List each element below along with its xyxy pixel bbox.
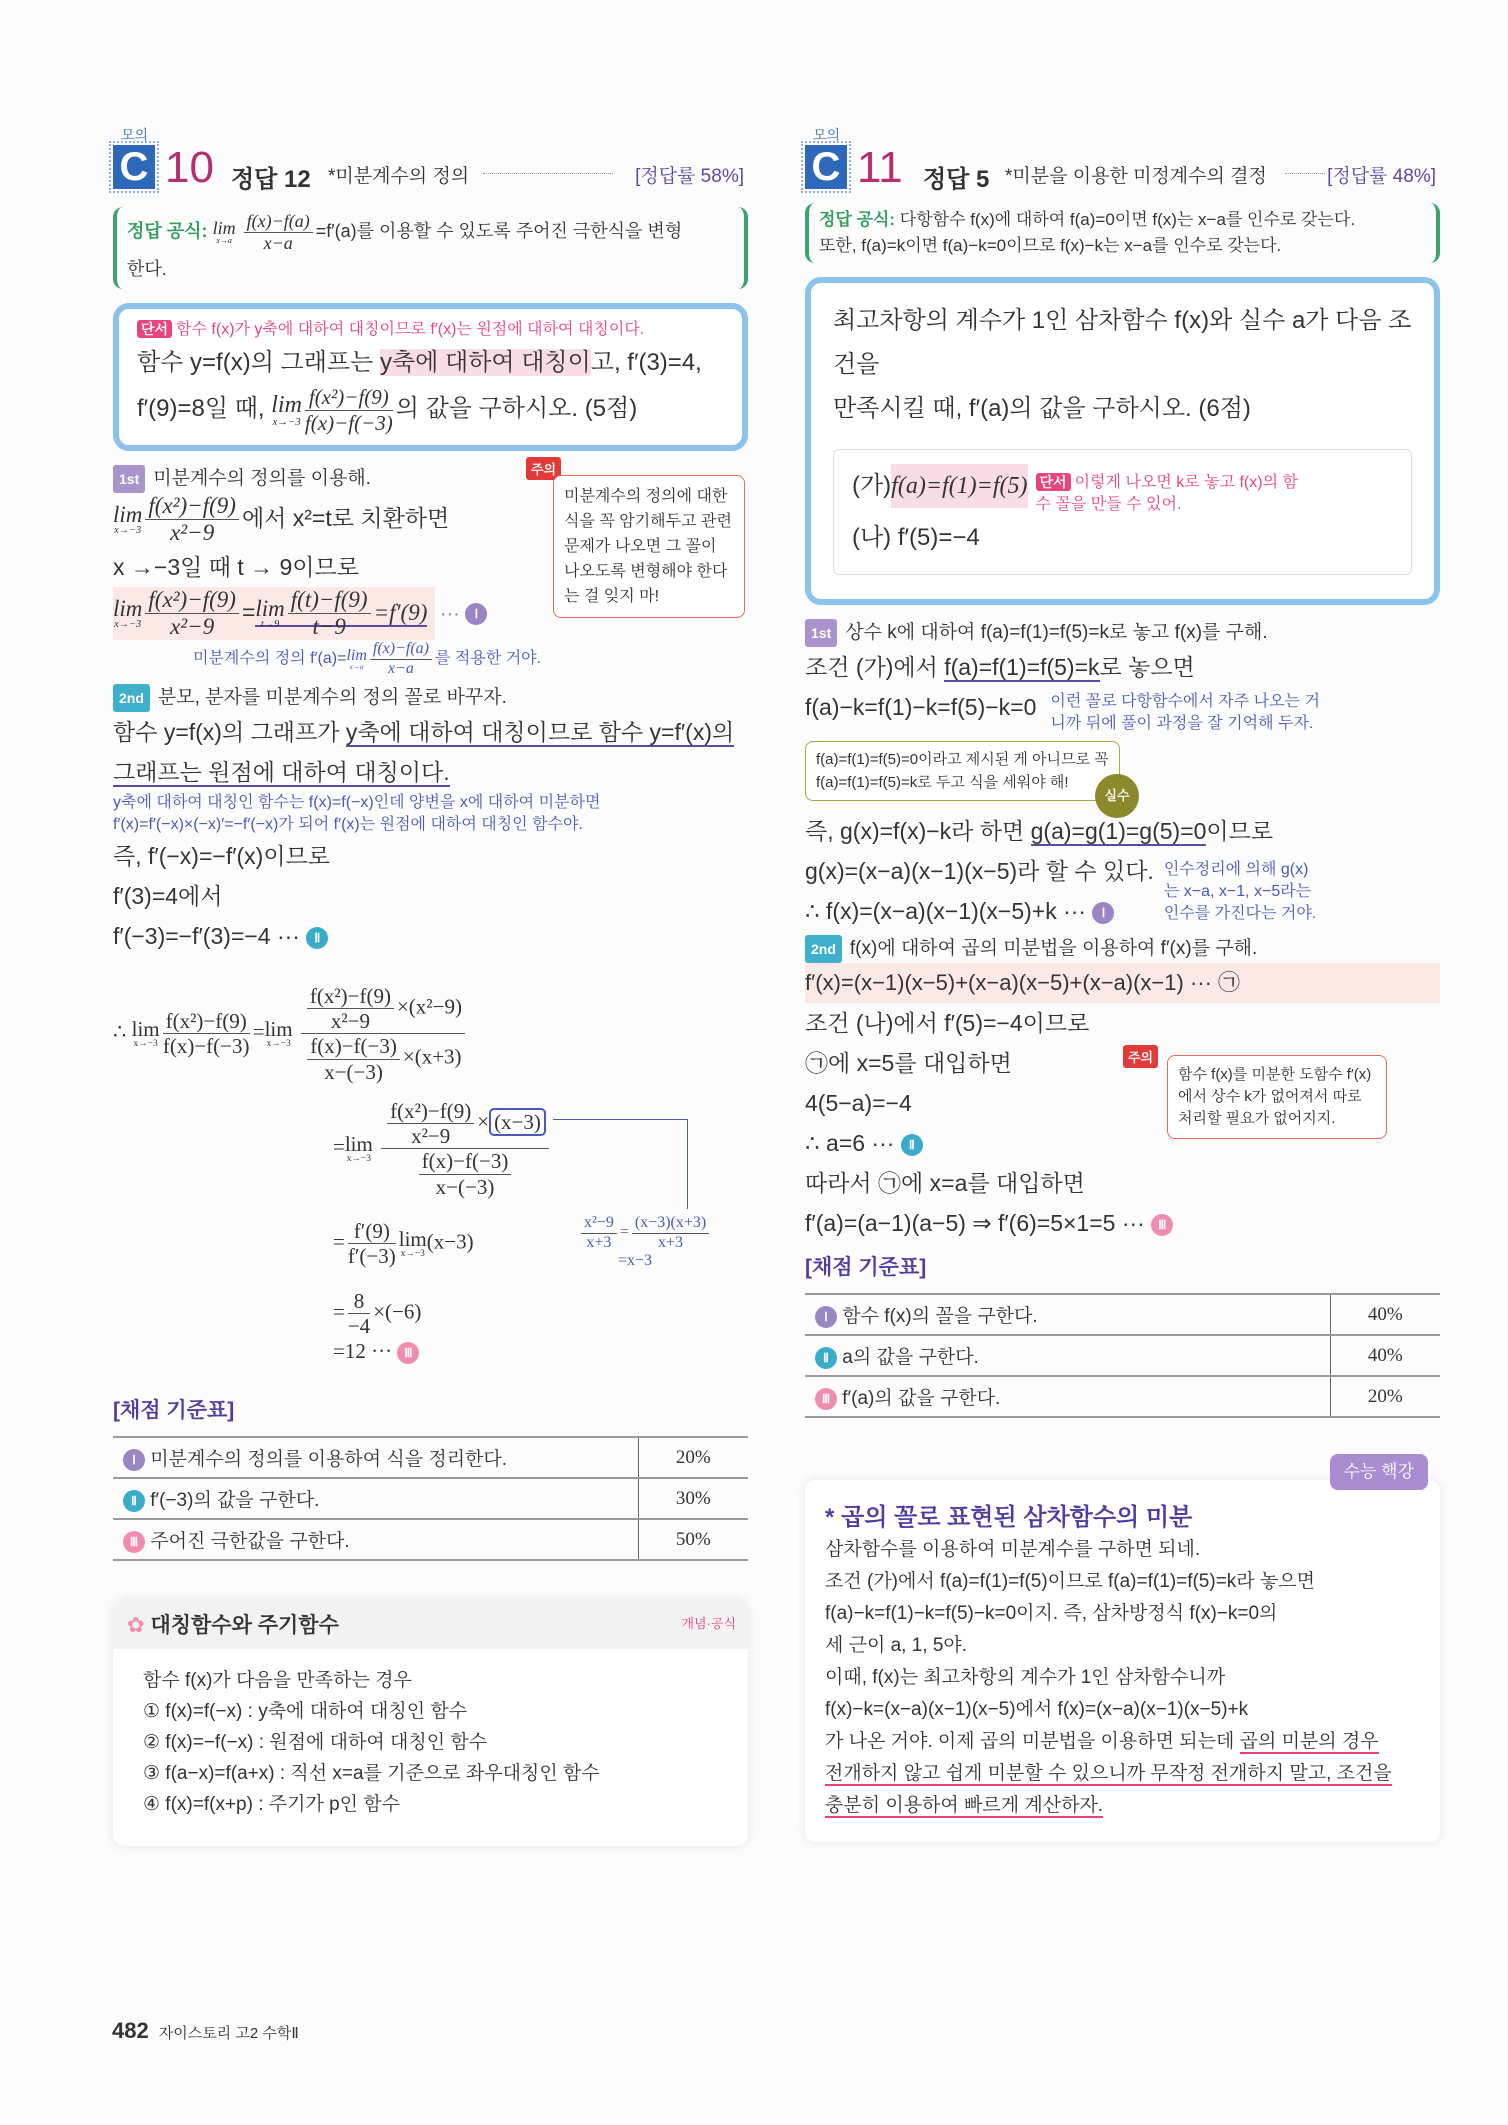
denominator: x²−9 — [170, 613, 215, 639]
step-badge: 1st — [805, 619, 837, 647]
answer: 정답 12 — [231, 166, 311, 193]
problem-text: 고, f′(3)=4, — [590, 349, 702, 377]
concept-title: 대칭함수와 주기함수 — [150, 1614, 339, 1638]
question-header — [113, 125, 748, 195]
lim: lim — [255, 595, 285, 621]
lim: lim — [344, 1131, 373, 1156]
note-text: y축에 대하여 대칭인 함수는 f(x)=f(−x)인데 양변을 x에 대하여 미분하면 — [113, 794, 601, 812]
step-1 — [805, 619, 1440, 931]
lim-sub: x→−3 — [346, 1153, 371, 1164]
numerator: (x−3)(x+3) — [632, 1214, 709, 1233]
mark-3-icon: Ⅲ — [1151, 1214, 1173, 1236]
formula-label: 정답 공식: — [819, 210, 896, 229]
factor: × — [477, 1109, 490, 1134]
solution-text: ∴ a=6 ··· — [805, 1130, 895, 1156]
core-title: * 곱의 꼴로 표현된 삼차함수의 미분 — [825, 1504, 1193, 1531]
solution-text: 이므로 — [1206, 818, 1274, 844]
formula-text: 다항함수 f(x)에 대하여 f(a)=0이면 f(x)는 x−a를 인수로 갖는다. — [895, 210, 1356, 229]
underlined-text: 곱의 미분의 경우 — [1239, 1731, 1379, 1752]
table-row — [113, 1437, 748, 1478]
limit — [271, 393, 302, 428]
percent: 20% — [638, 1437, 748, 1478]
correct-rate: [정답률 58%] — [635, 166, 744, 187]
core-tag: 수능 핵강 — [1330, 1454, 1428, 1490]
arrow-connector — [553, 1119, 688, 1209]
mark-2-icon: Ⅱ — [815, 1347, 837, 1369]
step-title: 미분계수의 정의를 이용해. — [153, 467, 371, 489]
derivation — [113, 964, 748, 1364]
denominator: x−(−3) — [324, 1059, 383, 1084]
note-text: 인수정리에 의해 g(x)는 x−a, x−1, x−5라는 인수를 가진다는 거야. — [1163, 861, 1317, 922]
denominator: x−(−3) — [435, 1174, 495, 1199]
dots: ··· — [439, 602, 460, 625]
step-badge: 2nd — [113, 684, 150, 712]
underlined-text: 충분히 이용하여 빠르게 계산하자. — [825, 1795, 1104, 1816]
caution-tag: 주의 — [1123, 1045, 1158, 1068]
factor: ×(x²−9) — [396, 994, 462, 1019]
problem-text: 만족시킬 때, f′(a)의 값을 구하시오. (6점) — [833, 395, 1251, 422]
core-line: f(a)−k=f(1)−k=f(5)−k=0이지. 즉, 삼차방정식 f(x)−k=0의 — [825, 1603, 1278, 1624]
lim: lim — [131, 1016, 160, 1041]
numerator: f(x²)−f(9) — [145, 587, 239, 614]
grading-title: [채점 기준표] — [113, 1399, 235, 1423]
correct-rate: [정답률 48%] — [1327, 166, 1436, 187]
note-text: 이런 꼴로 다항함수에서 자주 나오는 거니까 뒤에 풀이 과정을 잘 기억해 두자. — [1050, 693, 1320, 732]
result: =f′(9) — [373, 599, 428, 625]
denominator: x−a — [387, 659, 414, 677]
grading-title: [채점 기준표] — [805, 1256, 927, 1279]
lim-sub: x→−3 — [266, 1038, 291, 1049]
table-row — [805, 1376, 1440, 1417]
underlined-text: 전개하지 않고 쉽게 미분할 수 있으니까 무작정 전개하지 말고, 조건을 — [825, 1763, 1392, 1784]
equals: = — [333, 1299, 345, 1324]
criterion: 미분계수의 정의를 이용하여 식을 정리한다. — [150, 1449, 508, 1471]
lim: lim — [346, 646, 367, 664]
flower-icon: ✿ — [127, 1614, 145, 1638]
step-title: 분모, 분자를 미분계수의 정의 꼴로 바꾸자. — [157, 687, 507, 709]
core-line: 세 근이 a, 1, 5야. — [825, 1635, 968, 1656]
clue-tag: 단서 — [1036, 473, 1071, 491]
core-lecture-box — [805, 1462, 1440, 1842]
solution-text: f′(a)=(a−1)(a−5) ⇒ f′(6)=5×1=5 ··· — [805, 1210, 1145, 1236]
difficulty-badge: C — [113, 145, 155, 189]
leader-dots — [1285, 173, 1325, 174]
note-text: 미분계수의 정의 f′(a)= — [193, 650, 347, 668]
underlined-text: y축에 대하여 대칭이므로 함수 y=f′(x)의 — [345, 719, 735, 746]
percent: 40% — [1330, 1294, 1440, 1335]
lim-sub: x→a — [349, 662, 364, 671]
criterion: f′(a)의 값을 구한다. — [842, 1388, 1001, 1409]
step-2 — [113, 684, 748, 956]
percent: 40% — [1330, 1335, 1440, 1376]
concept-item: ③ f(a−x)=f(a+x) : 직선 x=a를 기준으로 좌우대칭인 함수 — [143, 1763, 600, 1785]
mistake-note — [805, 741, 1130, 803]
lim-sub: x→−3 — [400, 1248, 425, 1259]
lim: lim — [113, 595, 143, 621]
grading-table — [113, 1436, 748, 1561]
step-badge: 1st — [113, 465, 145, 493]
boxed-factor: (x−3) — [489, 1108, 546, 1136]
underlined-text: g(a)=g(1)=g(5)=0 — [1030, 818, 1207, 844]
core-line: 가 나온 거야. 이제 곱의 미분법을 이용하면 되는데 — [825, 1731, 1240, 1752]
final-result: =12 ··· — [333, 1339, 393, 1364]
core-line: 조건 (가)에서 f(a)=f(1)=f(5)이므로 f(a)=f(1)=f(5)=k라 놓으면 — [825, 1571, 1315, 1592]
fraction — [305, 385, 393, 434]
caution-note: 미분계수의 정의에 대한 식을 꼭 암기해두고 관련 문제가 나오면 그 꼴이 나오도록 변형해야 한다는 걸 잊지 마! — [553, 475, 745, 618]
problem-text: 최고차항의 계수가 1인 삼차함수 f(x)와 실수 a가 다음 조건을 — [833, 307, 1412, 378]
concept-item: ① f(x)=f(−x) : y축에 대하여 대칭인 함수 — [143, 1701, 468, 1723]
numerator: f(x)−f(−3) — [419, 1149, 512, 1174]
caution-tag: 주의 — [526, 457, 561, 480]
mark-3-icon: Ⅲ — [397, 1342, 419, 1364]
solution-text: 조건 (가)에서 — [805, 654, 945, 680]
step-2 — [805, 935, 1440, 1243]
question-number: 11 — [857, 143, 903, 192]
concept-item: ② f(x)=−f(−x) : 원점에 대하여 대칭인 함수 — [143, 1732, 488, 1754]
mark-2-icon: Ⅱ — [123, 1490, 145, 1512]
grading-table — [805, 1293, 1440, 1418]
lim-sub: x→−3 — [272, 415, 301, 428]
book-title: 자이스토리 고2 수학Ⅱ — [158, 2025, 299, 2042]
formula-text-2: 또한, f(a)=k이면 f(a)−k=0이므로 f(x)−k는 x−a를 인수로 갖는다. — [819, 236, 1282, 255]
denominator: f(x)−f(−3) — [162, 1034, 250, 1059]
denominator: x²−9 — [170, 520, 215, 546]
lim-sub: x→a — [216, 236, 232, 246]
concept-intro: 함수 f(x)가 다음을 만족하는 경우 — [143, 1670, 412, 1692]
denominator: x²−9 — [330, 1009, 370, 1034]
question-header — [805, 125, 1440, 195]
condition-label: (가) — [852, 472, 892, 499]
mark-2-icon: Ⅱ — [901, 1134, 923, 1156]
solution-text: 함수 y=f(x)의 그래프가 — [113, 719, 346, 746]
therefore: ∴ — [113, 1019, 127, 1044]
numerator: f(x²)−f(9) — [387, 1099, 474, 1124]
denominator: x+3 — [658, 1233, 684, 1251]
underlined-text: 그래프는 원점에 대하여 대칭이다. — [113, 759, 450, 786]
caution-note: 함수 f(x)를 미분한 도함수 f′(x)에서 상수 k가 없어져서 따로 처리할 필요가 없어지지. — [1167, 1055, 1387, 1139]
numerator: f(t)−f(9) — [288, 587, 371, 614]
highlighted-text: y축에 대하여 대칭이 — [379, 349, 591, 377]
percent: 30% — [638, 1478, 748, 1519]
note-text: 를 적용한 거야. — [435, 650, 542, 668]
lim-sub: x→−3 — [114, 524, 142, 536]
core-line: 삼차함수를 이용하여 미분계수를 구하면 되네. — [825, 1539, 1201, 1560]
solution-text: 따라서 ㉠에 x=a를 대입하면 — [805, 1170, 1085, 1196]
step-1: 1st 미분계수의 정의를 이용해. lim x→−3 $\frac{\text{f(x²)−f(9)}}{\text{x²−9}}$ 에서 x²=t로 치환하면 x →−3일 때 t → 9이므로 lim x→−3 $\frac{\text{f(x²)−f(9)}}{\text{x²−9}}$ = lim t→9 $\frac{f(t)-f(9)}{t-9}$ =f′(9) ··· Ⅰ 미분계수의 정의 f′(a)= lim x→a $\frac{f(x)-f(a)}{x-a}$ 를 적용한 거야. 주의 미분계수의 정의에 대한 식을 꼭 암기해두고 관련 문제가 나오면 그 꼴이 나오도록 변형해야 한다는 걸 잊지 마! — [113, 465, 748, 679]
solution-text: 에서 x²=t로 치환하면 — [241, 504, 450, 531]
problem-box — [805, 277, 1440, 605]
denominator: −4 — [347, 1314, 371, 1339]
criterion: 함수 f(x)의 꼴을 구한다. — [842, 1306, 1038, 1327]
mark-3-icon: Ⅲ — [815, 1388, 837, 1410]
problem-text: 의 값을 구하시오. (5점) — [395, 395, 638, 423]
problem-text: 함수 y=f(x)의 그래프는 — [137, 349, 380, 377]
leader-dots — [483, 173, 613, 174]
solution-text: 즉, f′(−x)=−f′(x)이므로 — [113, 843, 330, 870]
page-number: 482 — [112, 2018, 149, 2043]
condition-b: (나) f′(5)=−4 — [852, 524, 980, 551]
solution-text: f′(−3)=−f′(3)=−4 ··· — [113, 923, 300, 950]
denominator: t−9 — [312, 613, 346, 639]
solution-text: x →−3일 때 t → 9이므로 — [113, 553, 359, 580]
solution-text: g(x)=(x−a)(x−1)(x−5)라 할 수 있다. — [805, 858, 1154, 884]
mark-3-icon: Ⅲ — [123, 1531, 145, 1553]
numerator: 8 — [348, 1289, 370, 1314]
conditions-box — [833, 449, 1412, 575]
core-line: f(x)−k=(x−a)(x−1)(x−5)에서 f(x)=(x−a)(x−1)(x−5)+k — [825, 1699, 1249, 1720]
numerator: f(x)−f(a) — [370, 640, 432, 659]
formula-text: =f′(a)를 이용할 수 있도록 주어진 극한식을 변형 — [315, 220, 683, 241]
denominator: f′(−3) — [347, 1244, 396, 1269]
factor: ×(−6) — [373, 1299, 422, 1324]
topic: *미분을 이용한 미정계수의 결정 — [1005, 166, 1267, 187]
lim-sub: t→9 — [260, 618, 280, 630]
underlined-text: f(a)=f(1)=f(5)=k — [944, 654, 1100, 680]
page-footer — [112, 2018, 299, 2044]
lim: lim — [264, 1016, 293, 1041]
solution-text: 즉, g(x)=f(x)−k라 하면 — [805, 818, 1031, 844]
mark-2-icon: Ⅱ — [306, 927, 328, 949]
numerator: x²−9 — [581, 1214, 617, 1233]
solution-text: f(a)−k=f(1)−k=f(5)−k=0 — [805, 694, 1037, 720]
difficulty-badge: C — [805, 145, 847, 189]
condition-a: f(a)=f(1)=f(5) — [891, 464, 1027, 508]
numerator: f(x²)−f(9) — [163, 1009, 250, 1034]
lim: lim — [113, 501, 143, 527]
answer-formula — [113, 207, 748, 289]
mark-1-icon: Ⅰ — [465, 603, 487, 625]
numerator: f(x)−f(−3) — [307, 1034, 400, 1059]
formula-text-2: 한다. — [127, 259, 167, 280]
clue-text: 함수 f(x)가 y축에 대하여 대칭이므로 f′(x)는 원점에 대하여 대칭이다. — [176, 321, 645, 339]
problem-text: f′(9)=8일 때, — [137, 395, 272, 423]
criterion: a의 값을 구한다. — [842, 1347, 979, 1368]
lim-sub: x→−3 — [114, 618, 142, 630]
lim: lim — [398, 1226, 427, 1251]
percent: 50% — [638, 1519, 748, 1560]
equals: = — [333, 1134, 345, 1159]
equals: = — [252, 1019, 265, 1044]
criterion: f′(−3)의 값을 구한다. — [150, 1490, 320, 1512]
solution-text: f′(3)=4에서 — [113, 883, 223, 910]
step-title: 상수 k에 대하여 f(a)=f(1)=f(5)=k로 놓고 f(x)를 구해. — [845, 622, 1268, 643]
side-result: =x−3 — [618, 1251, 653, 1269]
factor: ×(x+3) — [402, 1044, 462, 1069]
table-row — [113, 1519, 748, 1560]
table-row — [805, 1294, 1440, 1335]
denominator: f(x)−f(−3) — [304, 410, 393, 435]
note-text: f′(x)=f′(−x)×(−x)′=−f′(−x)가 되어 f′(x)는 원점에 대하여 대칭인 함수야. — [113, 816, 583, 834]
denominator: x²−9 — [411, 1124, 451, 1149]
mistake-badge: 실수 — [1095, 774, 1139, 818]
clue-tag: 단서 — [137, 320, 172, 338]
core-line: 이때, f(x)는 최고차항의 계수가 1인 삼차함수니까 — [825, 1667, 1226, 1688]
denominator: x−a — [263, 232, 293, 253]
lim-sub: x→−3 — [133, 1038, 158, 1049]
percent: 20% — [1330, 1376, 1440, 1417]
numerator: f(x²)−f(9) — [145, 493, 239, 520]
numerator: f(x)−f(a) — [244, 211, 313, 233]
answer-formula — [805, 203, 1440, 263]
solution-text: 로 놓으면 — [1099, 654, 1195, 680]
answer: 정답 5 — [923, 166, 990, 193]
numerator: f(x²)−f(9) — [305, 385, 393, 410]
mark-1-icon: Ⅰ — [1092, 902, 1114, 924]
mark-1-icon: Ⅰ — [815, 1306, 837, 1328]
mistake-text: f(a)=f(1)=f(5)=0이라고 제시된 게 아니므로 꼭 f(a)=f(1)=f(5)=k로 두고 식을 세워야 해! — [816, 751, 1109, 791]
numerator: f′(9) — [348, 1219, 396, 1244]
lim: lim — [212, 218, 236, 239]
step-title: f(x)에 대하여 곱의 미분법을 이용하여 f′(x)를 구해. — [849, 938, 1258, 959]
question-number: 10 — [165, 143, 214, 192]
concept-box — [113, 1599, 748, 1846]
solution-text: 4(5−a)=−4 — [805, 1090, 912, 1116]
solution-text: f′(x)=(x−1)(x−5)+(x−a)(x−5)+(x−a)(x−1) ··· ㉠ — [805, 963, 1440, 1003]
equals: = — [333, 1229, 345, 1254]
solution-text: ㉠에 x=5를 대입하면 — [805, 1050, 1012, 1076]
solution-text: 조건 (나)에서 f′(5)=−4이므로 — [805, 1010, 1090, 1036]
step-badge: 2nd — [805, 935, 842, 963]
mark-1-icon: Ⅰ — [123, 1449, 145, 1471]
side-note: $\frac{\text{x²−9}}{x+3}$ = $\frac{(x-3)(x+3)}{x+3}$ =x−3 — [578, 1214, 712, 1270]
concept-item: ④ f(x)=f(x+p) : 주기가 p인 함수 — [143, 1794, 401, 1816]
topic: *미분계수의 정의 — [328, 166, 470, 187]
problem-box — [113, 303, 748, 450]
concept-kind: 개념·공식 — [681, 1616, 736, 1632]
lim: lim — [271, 391, 302, 418]
denominator: x+3 — [586, 1233, 612, 1251]
fraction — [244, 211, 313, 253]
criterion: 주어진 극한값을 구한다. — [150, 1531, 350, 1553]
mock-exam-label: 모의 — [813, 127, 841, 143]
table-row — [113, 1478, 748, 1519]
mock-exam-label: 모의 — [121, 127, 149, 143]
question-10 — [113, 125, 748, 1846]
limit — [213, 219, 236, 245]
formula-label: 정답 공식: — [127, 220, 208, 241]
solution-text: ∴ f(x)=(x−a)(x−1)(x−5)+k ··· — [805, 898, 1087, 924]
clue-text: 이렇게 나오면 k로 놓고 f(x)의 함수 꼴을 만들 수 있어. — [1035, 474, 1298, 513]
question-11 — [805, 125, 1440, 1842]
numerator: f(x²)−f(9) — [307, 984, 394, 1009]
factor: (x−3) — [426, 1229, 474, 1254]
table-row — [805, 1335, 1440, 1376]
